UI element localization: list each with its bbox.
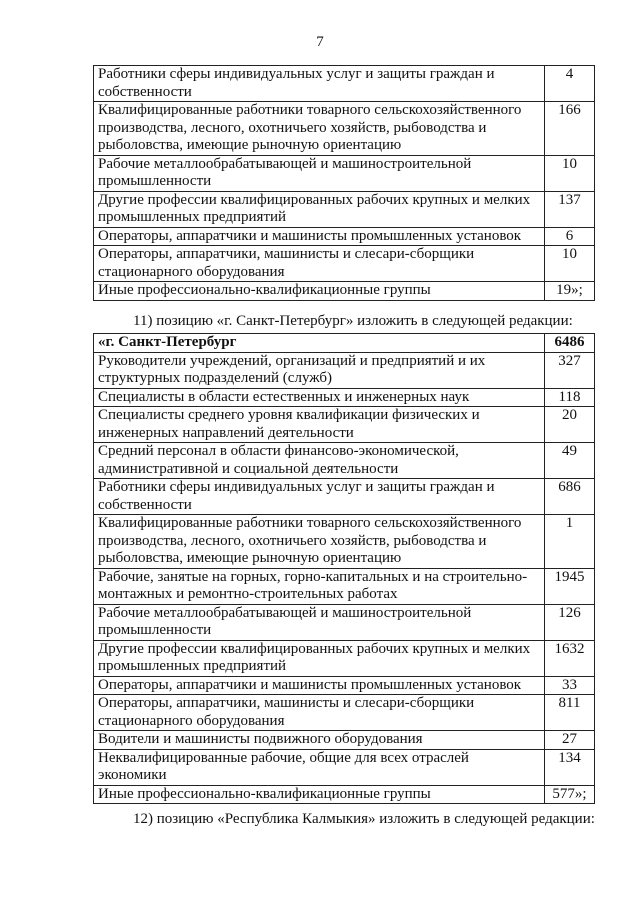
table-row xyxy=(94,676,595,695)
occupation-group-cell: Другие профессии квалифицированных рабочих крупных и мелких промышленных предприятий xyxy=(94,640,545,676)
table-row xyxy=(94,604,595,640)
table-row xyxy=(94,155,595,191)
count-cell: 137 xyxy=(545,191,595,227)
occupation-group-cell: Рабочие металлообрабатывающей и машиностроительной промышленности xyxy=(94,155,545,191)
occupation-group-cell: Водители и машинисты подвижного оборудования xyxy=(94,731,545,750)
occupation-group-cell: Средний персонал в области финансово-экономической, административной и социальной деятельности xyxy=(94,443,545,479)
occupation-group-cell: Операторы, аппаратчики и машинисты промышленных установок xyxy=(94,676,545,695)
occupation-group-cell: Операторы, аппаратчики и машинисты промышленных установок xyxy=(94,227,545,246)
occupation-group-cell: Руководители учреждений, организаций и предприятий и их структурных подразделений (служб) xyxy=(94,352,545,388)
count-cell: 4 xyxy=(545,66,595,102)
table-row xyxy=(94,443,595,479)
count-cell: 33 xyxy=(545,676,595,695)
region-name-cell: «г. Санкт-Петербург xyxy=(94,334,545,353)
table-body xyxy=(94,66,595,301)
count-cell: 6 xyxy=(545,227,595,246)
occupation-group-cell: Рабочие металлообрабатывающей и машиностроительной промышленности xyxy=(94,604,545,640)
table-row xyxy=(94,695,595,731)
table-row xyxy=(94,352,595,388)
table-row xyxy=(94,407,595,443)
occupation-group-cell: Неквалифицированные рабочие, общие для всех отраслей экономики xyxy=(94,749,545,785)
table-row xyxy=(94,388,595,407)
count-cell: 49 xyxy=(545,443,595,479)
occupation-group-cell: Работники сферы индивидуальных услуг и защиты граждан и собственности xyxy=(94,479,545,515)
table-row xyxy=(94,227,595,246)
table-row xyxy=(94,749,595,785)
occupation-group-cell: Квалифицированные работники товарного сельскохозяйственного производства, лесного, охотничьего хозяйств, рыбоводства и рыболовства, имеющие рыночную ориентацию xyxy=(94,102,545,156)
occupation-group-cell: Иные профессионально-квалификационные группы xyxy=(94,785,545,804)
count-cell: 134 xyxy=(545,749,595,785)
occupation-group-cell: Специалисты среднего уровня квалификации физических и инженерных направлений деятельности xyxy=(94,407,545,443)
table-row xyxy=(94,731,595,750)
count-cell: 1 xyxy=(545,515,595,569)
count-cell: 126 xyxy=(545,604,595,640)
table-row xyxy=(94,102,595,156)
table-row xyxy=(94,282,595,301)
occupation-table-saint-petersburg xyxy=(93,333,595,804)
page-number: 7 xyxy=(316,34,324,50)
region-total-cell: 6486 xyxy=(545,334,595,353)
table-row xyxy=(94,479,595,515)
occupation-group-cell: Квалифицированные работники товарного сельскохозяйственного производства, лесного, охотничьего хозяйств, рыбоводства и рыболовства, имеющие рыночную ориентацию xyxy=(94,515,545,569)
count-cell: 577»; xyxy=(545,785,595,804)
table-row xyxy=(94,785,595,804)
table-row xyxy=(94,66,595,102)
count-cell: 10 xyxy=(545,155,595,191)
table-row xyxy=(94,191,595,227)
count-cell: 811 xyxy=(545,695,595,731)
occupation-group-cell: Работники сферы индивидуальных услуг и защиты граждан и собственности xyxy=(94,66,545,102)
table-row xyxy=(94,515,595,569)
table-row xyxy=(94,568,595,604)
paragraph-amendment-12: 12) позицию «Республика Калмыкия» изложить в следующей редакции: xyxy=(133,811,595,827)
occupation-group-cell: Операторы, аппаратчики, машинисты и слесари-сборщики стационарного оборудования xyxy=(94,246,545,282)
paragraph-amendment-11: 11) позицию «г. Санкт-Петербург» изложить в следующей редакции: xyxy=(133,313,573,329)
occupation-group-cell: Специалисты в области естественных и инженерных наук xyxy=(94,388,545,407)
count-cell: 166 xyxy=(545,102,595,156)
count-cell: 1632 xyxy=(545,640,595,676)
count-cell: 19»; xyxy=(545,282,595,301)
occupation-group-cell: Операторы, аппаратчики, машинисты и слесари-сборщики стационарного оборудования xyxy=(94,695,545,731)
occupation-group-cell: Другие профессии квалифицированных рабочих крупных и мелких промышленных предприятий xyxy=(94,191,545,227)
table-body xyxy=(94,334,595,804)
count-cell: 10 xyxy=(545,246,595,282)
table-row xyxy=(94,640,595,676)
count-cell: 20 xyxy=(545,407,595,443)
count-cell: 27 xyxy=(545,731,595,750)
count-cell: 1945 xyxy=(545,568,595,604)
count-cell: 327 xyxy=(545,352,595,388)
occupation-group-cell: Иные профессионально-квалификационные группы xyxy=(94,282,545,301)
occupation-table-continued xyxy=(93,65,595,301)
occupation-group-cell: Рабочие, занятые на горных, горно-капитальных и на строительно-монтажных и ремонтно-строительных работах xyxy=(94,568,545,604)
count-cell: 118 xyxy=(545,388,595,407)
table-header-row xyxy=(94,334,595,353)
count-cell: 686 xyxy=(545,479,595,515)
table-row xyxy=(94,246,595,282)
